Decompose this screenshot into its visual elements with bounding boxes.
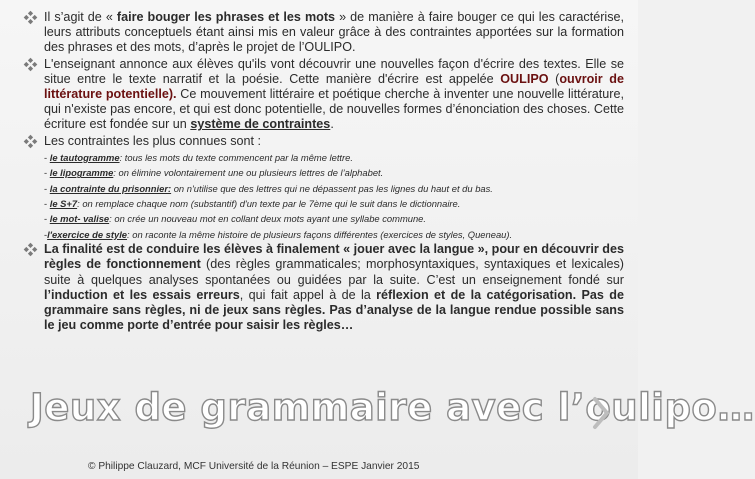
list-dash: - (44, 213, 50, 225)
list-item (24, 165, 624, 180)
diamond-cluster-icon (24, 11, 37, 24)
bullet-text: ( (548, 71, 560, 86)
constraint-desc: : on élimine volontairement une ou plusieurs lettres de l’alphabet. (113, 167, 384, 179)
list-item (24, 196, 624, 211)
bullet-text: (des règles grammaticales; morphosyntaxiques, syntaxiques et lexicales) suite à quelques analyses spontanées ou guidées par la suite. C’est un enseignement fondé sur (44, 257, 624, 287)
bullet-text: Les contraintes les plus connues sont : (44, 133, 262, 148)
bullet-bold-text: réflexion et de la catégorisation. Pas de grammaire sans règles, ni de jeux sans règles. Pas d’analyse de la langue rendue possible sans le jeu comme porte d’entrée pour saisir les règles… (44, 287, 624, 333)
footer-credit: © Philippe Clauzard, MCF Université de la Réunion – ESPE Janvier 2015 (88, 461, 420, 472)
bullet-finality (24, 242, 624, 333)
constraint-name: la contrainte du prisonnier: (49, 182, 172, 194)
constraint-system-term: système de contraintes (190, 117, 331, 132)
bullet-bold-text: La finalité est de conduire les élèves à finalement « jouer avec la langue », pour en découvrir des règles de fonctionnement (44, 242, 624, 272)
diamond-cluster-icon (24, 58, 37, 71)
constraint-name: l'exercice de style (47, 228, 128, 240)
bullet-text: » de manière à faire bouger ce qui les caractérise, leurs attributs conceptuels étant ainsi mis en valeur grâce à des contraintes apportées sur la formation des phrases et des mots, d’après le projet de l’OULIPO. (44, 10, 625, 55)
bullet-text: , qui fait appel à de la (239, 287, 377, 302)
constraint-name: le mot- valise (49, 213, 110, 225)
bullet-text: Il s’agit de « (44, 10, 117, 24)
constraint-desc: on n'utilise que des lettres qui ne dépassent pas les lignes du haut et du bas. (171, 182, 493, 194)
list-dash: - (44, 182, 50, 194)
list-dash: - (44, 151, 50, 163)
list-item (24, 150, 624, 165)
list-dash: - (44, 198, 50, 210)
bullet-text: Ce mouvement littéraire et poétique cherche à inventer une nouvelle littérature, qui n'existe pas encore, et qui est donc potentielle, de nouvelles formes d’énonciation des choses. Cette écriture est fondée sur un (44, 87, 624, 132)
constraint-desc: : on raconte la même histoire de plusieurs façons différentes (exercices de styles, Queneau). (127, 228, 513, 240)
slide-title: Jeux de grammaire avec l’oulipo… (30, 386, 755, 429)
bullet-text: . (330, 117, 334, 132)
bullet-oulipo-definition (24, 10, 624, 56)
bullet-constraints-intro (24, 134, 624, 149)
bullet-text: L'enseignant annonce aux élèves qu'ils vont découvrir une nouvelles façon d'écrire des textes. Elle se situe entre le texte narratif et la poésie. Cette manière d'écrire est appelée (44, 56, 624, 86)
bullet-bold-text: l’induction et les essais erreurs (44, 287, 240, 302)
list-item (24, 181, 624, 196)
constraint-name: le S+7 (49, 198, 78, 210)
slide-body (24, 10, 624, 334)
list-dash: - (44, 167, 50, 179)
constraint-name: le lipogramme (49, 167, 114, 179)
diamond-cluster-icon (24, 135, 37, 148)
list-dash: - (44, 228, 48, 240)
list-item (24, 211, 624, 226)
bullet-bold-text: faire bouger les phrases et les mots (116, 10, 336, 24)
constraints-list (24, 150, 624, 242)
oulipo-expansion: ouvroir de littérature potentielle). (44, 71, 624, 102)
bullet-teacher-announce (24, 57, 624, 133)
constraint-desc: : tous les mots du texte commencent par la même lettre. (119, 151, 353, 163)
constraint-desc: : on remplace chaque nom (substantif) d'un texte par le 7ème qui le suit dans le dictionnaire. (77, 198, 461, 210)
constraint-desc: : on crée un nouveau mot en collant deux mots ayant une syllabe commune. (109, 213, 426, 225)
oulipo-term: OULIPO (500, 71, 549, 86)
list-item (24, 227, 624, 242)
constraint-name: le tautogramme (49, 151, 120, 163)
chevron-right-icon[interactable] (591, 396, 611, 430)
diamond-cluster-icon (24, 243, 37, 256)
